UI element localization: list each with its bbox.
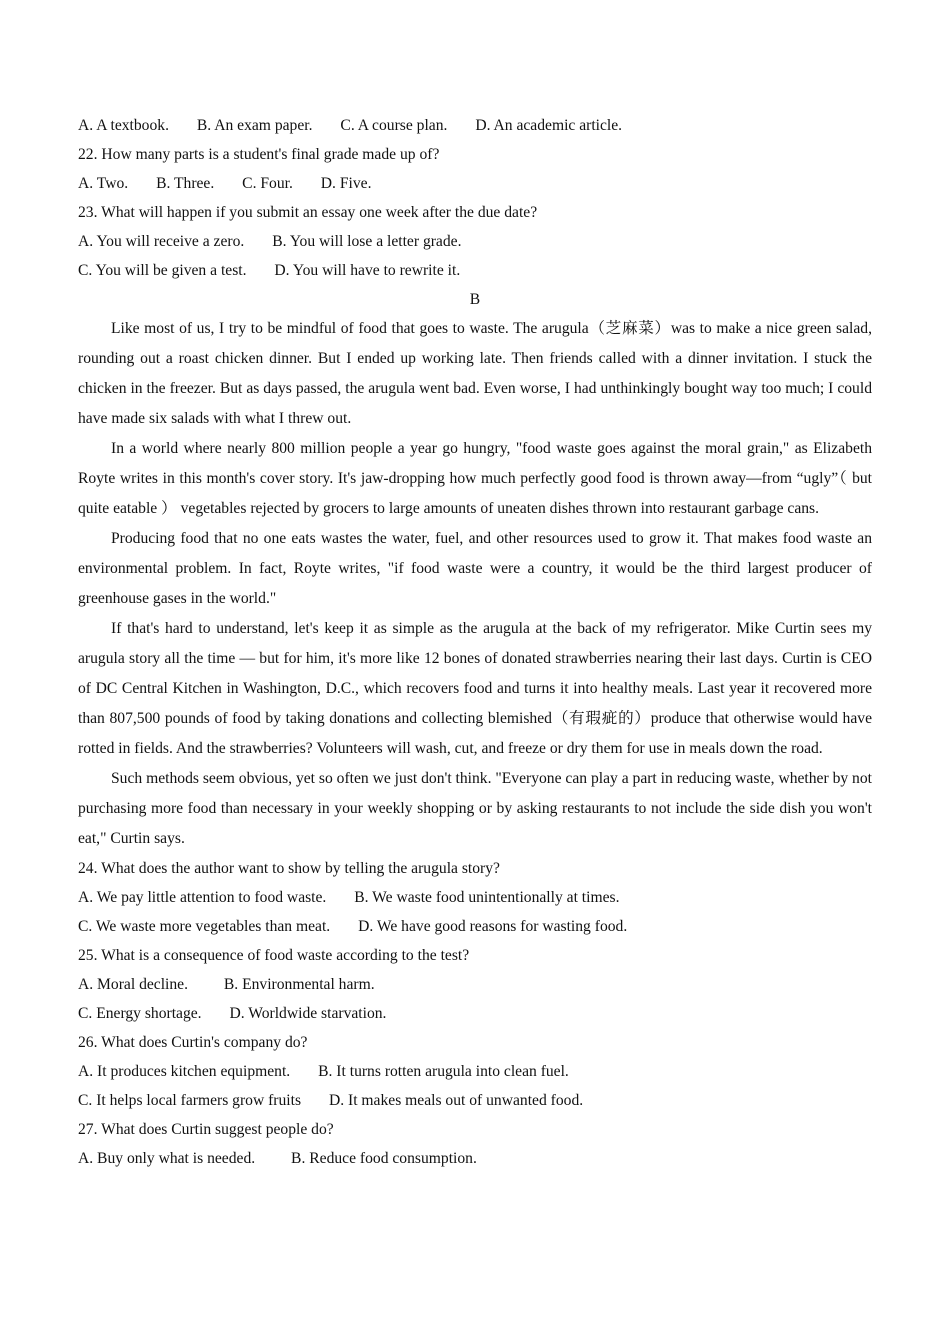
- q22-options: [78, 169, 872, 198]
- q24-option-b: B. We waste food unintentionally at times.: [354, 889, 620, 906]
- q23-options-row2: [78, 256, 872, 285]
- exam-page: [78, 111, 872, 1173]
- q26-options-row2: [78, 1086, 872, 1115]
- q23-option-b: B. You will lose a letter grade.: [272, 233, 462, 250]
- passage-paragraph-3: Producing food that no one eats wastes the water, fuel, and other resources used to grow it. That makes food waste an environmental problem. In fact, Royte writes, "if food waste were a country, it would be the third largest producer of greenhouse gases in the world.": [78, 530, 872, 607]
- q24-option-a: A. We pay little attention to food waste.: [78, 889, 327, 906]
- q24-options-row1: [78, 883, 872, 912]
- q22-option-c: C. Four.: [242, 175, 293, 192]
- q25-question: 25. What is a consequence of food waste according to the test?: [78, 947, 470, 964]
- q23-option-a: A. You will receive a zero.: [78, 233, 245, 250]
- passage-paragraph-2: In a world where nearly 800 million people a year go hungry, "food waste goes against the moral grain," as Elizabeth Royte writes in this month's cover story. It's jaw-dropping how much perfectly good food is thrown away—from “ugly”（ but quite eatable ） vegetables rejected by grocers to large amounts of uneaten dishes thrown into restaurant garbage cans.: [78, 440, 872, 517]
- q25-option-c: C. Energy shortage.: [78, 1005, 202, 1022]
- q22-option-b: B. Three.: [156, 175, 215, 192]
- q23-question: 23. What will happen if you submit an essay one week after the due date?: [78, 204, 538, 221]
- q25-option-b: B. Environmental harm.: [223, 976, 375, 993]
- q26-question: 26. What does Curtin's company do?: [78, 1034, 308, 1051]
- q27-options-row1: [78, 1144, 872, 1173]
- q25-options-row2: [78, 999, 872, 1028]
- q26-options-row1: [78, 1057, 872, 1086]
- q21-option-a: A. A textbook.: [78, 117, 169, 134]
- q24-option-d: D. We have good reasons for wasting food.: [358, 918, 628, 935]
- q22-question: 22. How many parts is a student's final grade made up of?: [78, 146, 440, 163]
- q25-options-row1: [78, 970, 872, 999]
- q25-option-a: A. Moral decline.: [78, 976, 188, 993]
- q26-option-c: C. It helps local farmers grow fruits: [78, 1092, 302, 1109]
- q26-option-d: D. It makes meals out of unwanted food.: [328, 1092, 584, 1109]
- q26-option-b: B. It turns rotten arugula into clean fuel.: [318, 1063, 569, 1080]
- q24-question: 24. What does the author want to show by telling the arugula story?: [78, 860, 500, 877]
- q21-option-c: C. A course plan.: [340, 117, 448, 134]
- q26-option-a: A. It produces kitchen equipment.: [78, 1063, 291, 1080]
- passage-paragraph-4: If that's hard to understand, let's keep it as simple as the arugula at the back of my refrigerator. Mike Curtin sees my arugula story all the time — but for him, it's more like 12 bones of donated strawberries nearing their last days. Curtin is CEO of DC Central Kitchen in Washington, D.C., which recovers food and turns it into healthy meals. Last year it recovered more than 807,500 pounds of food by taking donations and collecting blemished（有瑕疵的）produce that otherwise would have rotted in fields. And the strawberries? Volunteers will wash, cut, and freeze or dry them for use in meals down the road.: [78, 620, 872, 757]
- q22-option-d: D. Five.: [320, 175, 372, 192]
- q27-option-b: B. Reduce food consumption.: [291, 1150, 477, 1167]
- q23-options-row1: [78, 227, 872, 256]
- passage-paragraph-1: Like most of us, I try to be mindful of food that goes to waste. The arugula（芝麻菜）was to make a nice green salad, rounding out a roast chicken dinner. But I ended up working late. Then friends called with a dinner invitation. I stuck the chicken in the freezer. But as days passed, the arugula went bad. Even worse, I had unthinkingly bought way too much; I could have made six salads with what I threw out.: [78, 320, 872, 427]
- q23-option-c: C. You will be given a test.: [78, 262, 247, 279]
- q22-option-a: A. Two.: [78, 175, 129, 192]
- section-label: B: [469, 291, 481, 308]
- q27-option-a: A. Buy only what is needed.: [78, 1150, 256, 1167]
- q25-option-d: D. Worldwide starvation.: [229, 1005, 387, 1022]
- q23-option-d: D. You will have to rewrite it.: [274, 262, 461, 279]
- q24-option-c: C. We waste more vegetables than meat.: [78, 918, 331, 935]
- q21-option-d: D. An academic article.: [475, 117, 623, 134]
- q21-options: [78, 111, 872, 140]
- q27-question: 27. What does Curtin suggest people do?: [78, 1121, 334, 1138]
- q21-option-b: B. An exam paper.: [196, 117, 313, 134]
- passage-paragraph-5: Such methods seem obvious, yet so often we just don't think. "Everyone can play a part in reducing waste, whether by not purchasing more food than necessary in your weekly shopping or by asking restaurants to not include the side dish you won't eat," Curtin says.: [78, 770, 872, 847]
- q24-options-row2: [78, 912, 872, 941]
